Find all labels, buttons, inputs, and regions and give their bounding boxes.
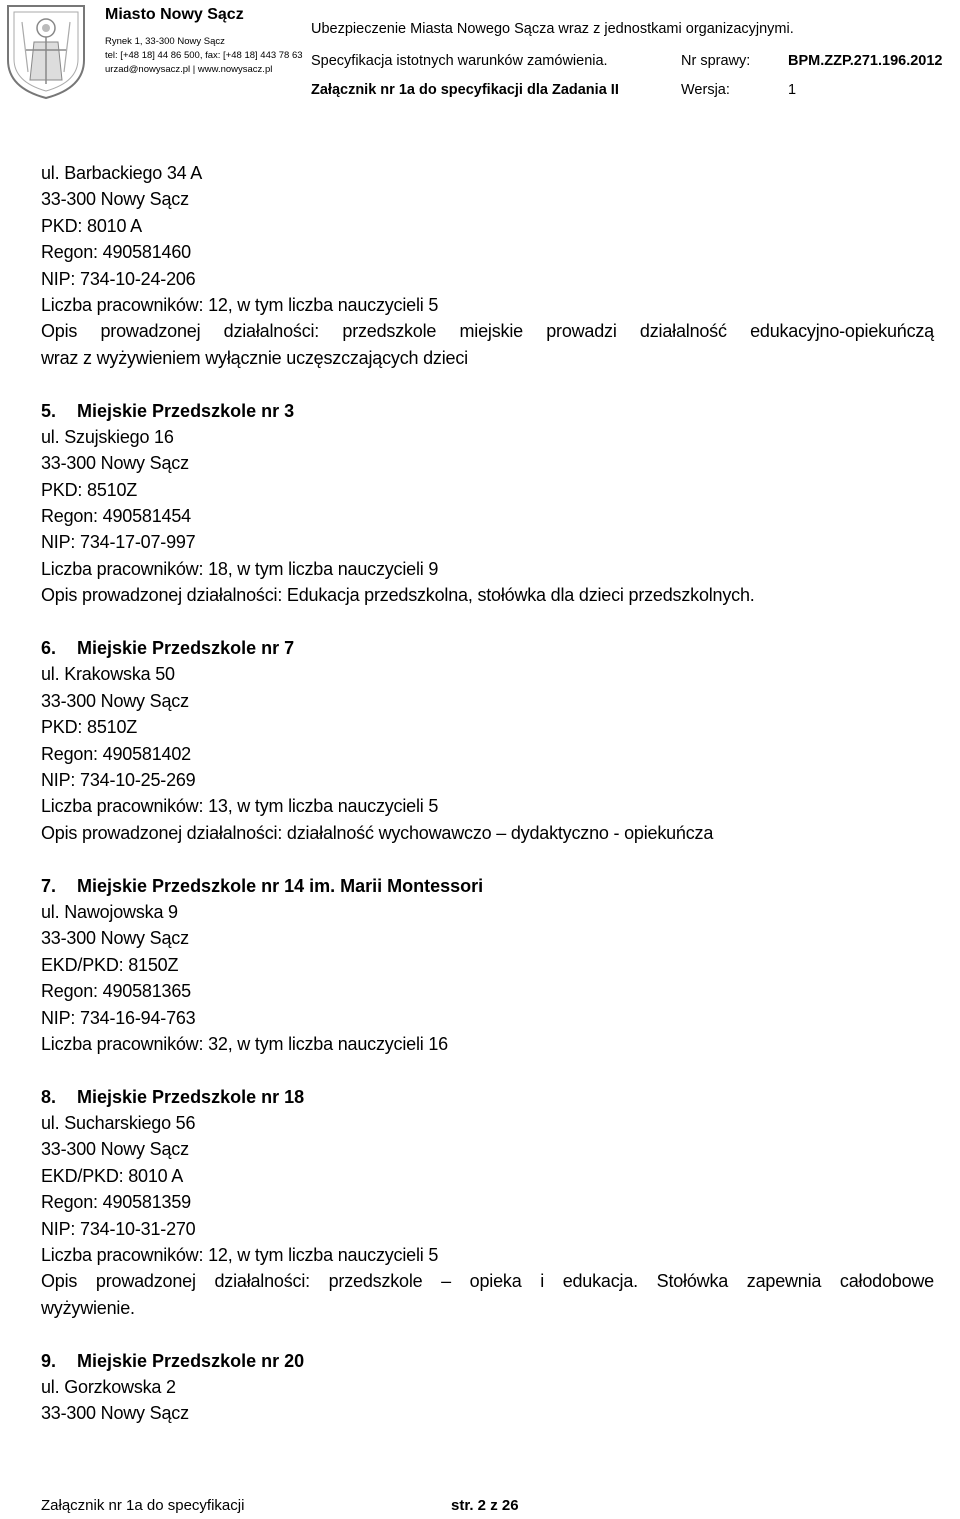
case-number-label: Nr sprawy: <box>681 53 751 69</box>
entry-pkd: EKD/PKD: 8010 A <box>41 1165 184 1186</box>
entry-city: 33-300 Nowy Sącz <box>41 189 189 210</box>
entry-number: 6. <box>41 638 57 659</box>
entry-pkd: PKD: 8010 A <box>41 215 142 236</box>
entry-name: Miejskie Przedszkole nr 7 <box>77 638 295 659</box>
entry-number: 9. <box>41 1350 57 1371</box>
entry-city: 33-300 Nowy Sącz <box>41 1139 189 1160</box>
entry-city: 33-300 Nowy Sącz <box>41 690 189 711</box>
entry-city: 33-300 Nowy Sącz <box>41 453 189 474</box>
logo-phone: tel: [+48 18] 44 86 500, fax: [+48 18] 443 78 63 <box>105 50 303 61</box>
entry-nip: NIP: 734-17-07-997 <box>41 532 196 553</box>
entry-description: Opis prowadzonej działalności: Edukacja przedszkolna, stołówka dla dzieci przedszkolnych. <box>41 585 755 606</box>
entry-street: ul. Szujskiego 16 <box>41 426 174 447</box>
entry-regon: Regon: 490581460 <box>41 242 191 263</box>
case-number-value: BPM.ZZP.271.196.2012 <box>788 53 943 69</box>
entry-heading <box>41 1348 934 1374</box>
entry-regon: Regon: 490581359 <box>41 1192 191 1213</box>
entry-staff: Liczba pracowników: 18, w tym liczba nauczycieli 9 <box>41 558 439 579</box>
entry-staff: Liczba pracowników: 12, w tym liczba nauczycieli 5 <box>41 1245 439 1266</box>
entry-staff: Liczba pracowników: 32, w tym liczba nauczycieli 16 <box>41 1033 448 1054</box>
header-spec: Specyfikacja istotnych warunków zamówienia. <box>311 53 608 69</box>
entry-description: Opis prowadzonej działalności: przedszkole miejskie prowadzi działalność edukacyjno-opiekuńczą <box>41 321 934 342</box>
entry-street: ul. Sucharskiego 56 <box>41 1113 196 1134</box>
entry-description: Opis prowadzonej działalności: działalność wychowawczo – dydaktyczno - opiekuńcza <box>41 822 714 843</box>
entry-street: ul. Nawojowska 9 <box>41 901 178 922</box>
entry-description: Opis prowadzonej działalności: przedszkole – opieka i edukacja. Stołówka zapewnia całodobowe <box>41 1271 934 1292</box>
entry-heading <box>41 1084 934 1110</box>
document-body <box>41 160 934 1427</box>
city-coat-of-arms-icon <box>2 2 90 100</box>
page-number: str. 2 z 26 <box>451 1497 519 1514</box>
entry-pkd: PKD: 8510Z <box>41 717 138 738</box>
entry-city: 33-300 Nowy Sącz <box>41 928 189 949</box>
entry-staff: Liczba pracowników: 12, w tym liczba nauczycieli 5 <box>41 294 439 315</box>
page-footer <box>41 1497 519 1514</box>
entry-regon: Regon: 490581454 <box>41 506 191 527</box>
entry-nip: NIP: 734-10-31-270 <box>41 1218 196 1239</box>
entry-heading <box>41 398 934 424</box>
entry-regon: Regon: 490581365 <box>41 981 191 1002</box>
entry-staff: Liczba pracowników: 13, w tym liczba nauczycieli 5 <box>41 796 439 817</box>
footer-attachment: Załącznik nr 1a do specyfikacji <box>41 1497 245 1514</box>
logo-contact: urzad@nowysacz.pl | www.nowysacz.pl <box>105 64 273 75</box>
entry-nip: NIP: 734-16-94-763 <box>41 1007 196 1028</box>
entry-street: ul. Gorzkowska 2 <box>41 1376 176 1397</box>
header-title: Ubezpieczenie Miasta Nowego Sącza wraz z jednostkami organizacyjnymi. <box>311 21 794 37</box>
entry-nip: NIP: 734-10-25-269 <box>41 769 196 790</box>
page-header <box>0 0 960 110</box>
entry-number: 5. <box>41 400 57 421</box>
entry-heading <box>41 873 934 899</box>
entry-name: Miejskie Przedszkole nr 20 <box>77 1350 305 1371</box>
entry-heading <box>41 635 934 661</box>
attachment-title: Załącznik nr 1a do specyfikacji dla Zadania II <box>311 82 619 98</box>
entry-number: 7. <box>41 875 57 896</box>
entry-name: Miejskie Przedszkole nr 18 <box>77 1086 305 1107</box>
entry-number: 8. <box>41 1086 57 1107</box>
entry-city: 33-300 Nowy Sącz <box>41 1403 189 1424</box>
entry-street: ul. Krakowska 50 <box>41 664 175 685</box>
entry-pkd: EKD/PKD: 8150Z <box>41 954 179 975</box>
logo-address: Rynek 1, 33-300 Nowy Sącz <box>105 36 225 47</box>
entry-description-cont: wyżywienie. <box>41 1297 135 1318</box>
logo-city-name: Miasto Nowy Sącz <box>105 6 244 23</box>
entry-street: ul. Barbackiego 34 A <box>41 163 203 183</box>
entry-nip: NIP: 734-10-24-206 <box>41 268 196 289</box>
entry-name: Miejskie Przedszkole nr 14 im. Marii Montessori <box>77 875 484 896</box>
version-value: 1 <box>788 82 797 98</box>
entry-description-cont: wraz z wyżywieniem wyłącznie uczęszczających dzieci <box>41 347 468 368</box>
entry-regon: Regon: 490581402 <box>41 743 191 764</box>
version-label: Wersja: <box>681 82 730 98</box>
entry-name: Miejskie Przedszkole nr 3 <box>77 400 295 421</box>
entry-pkd: PKD: 8510Z <box>41 479 138 500</box>
